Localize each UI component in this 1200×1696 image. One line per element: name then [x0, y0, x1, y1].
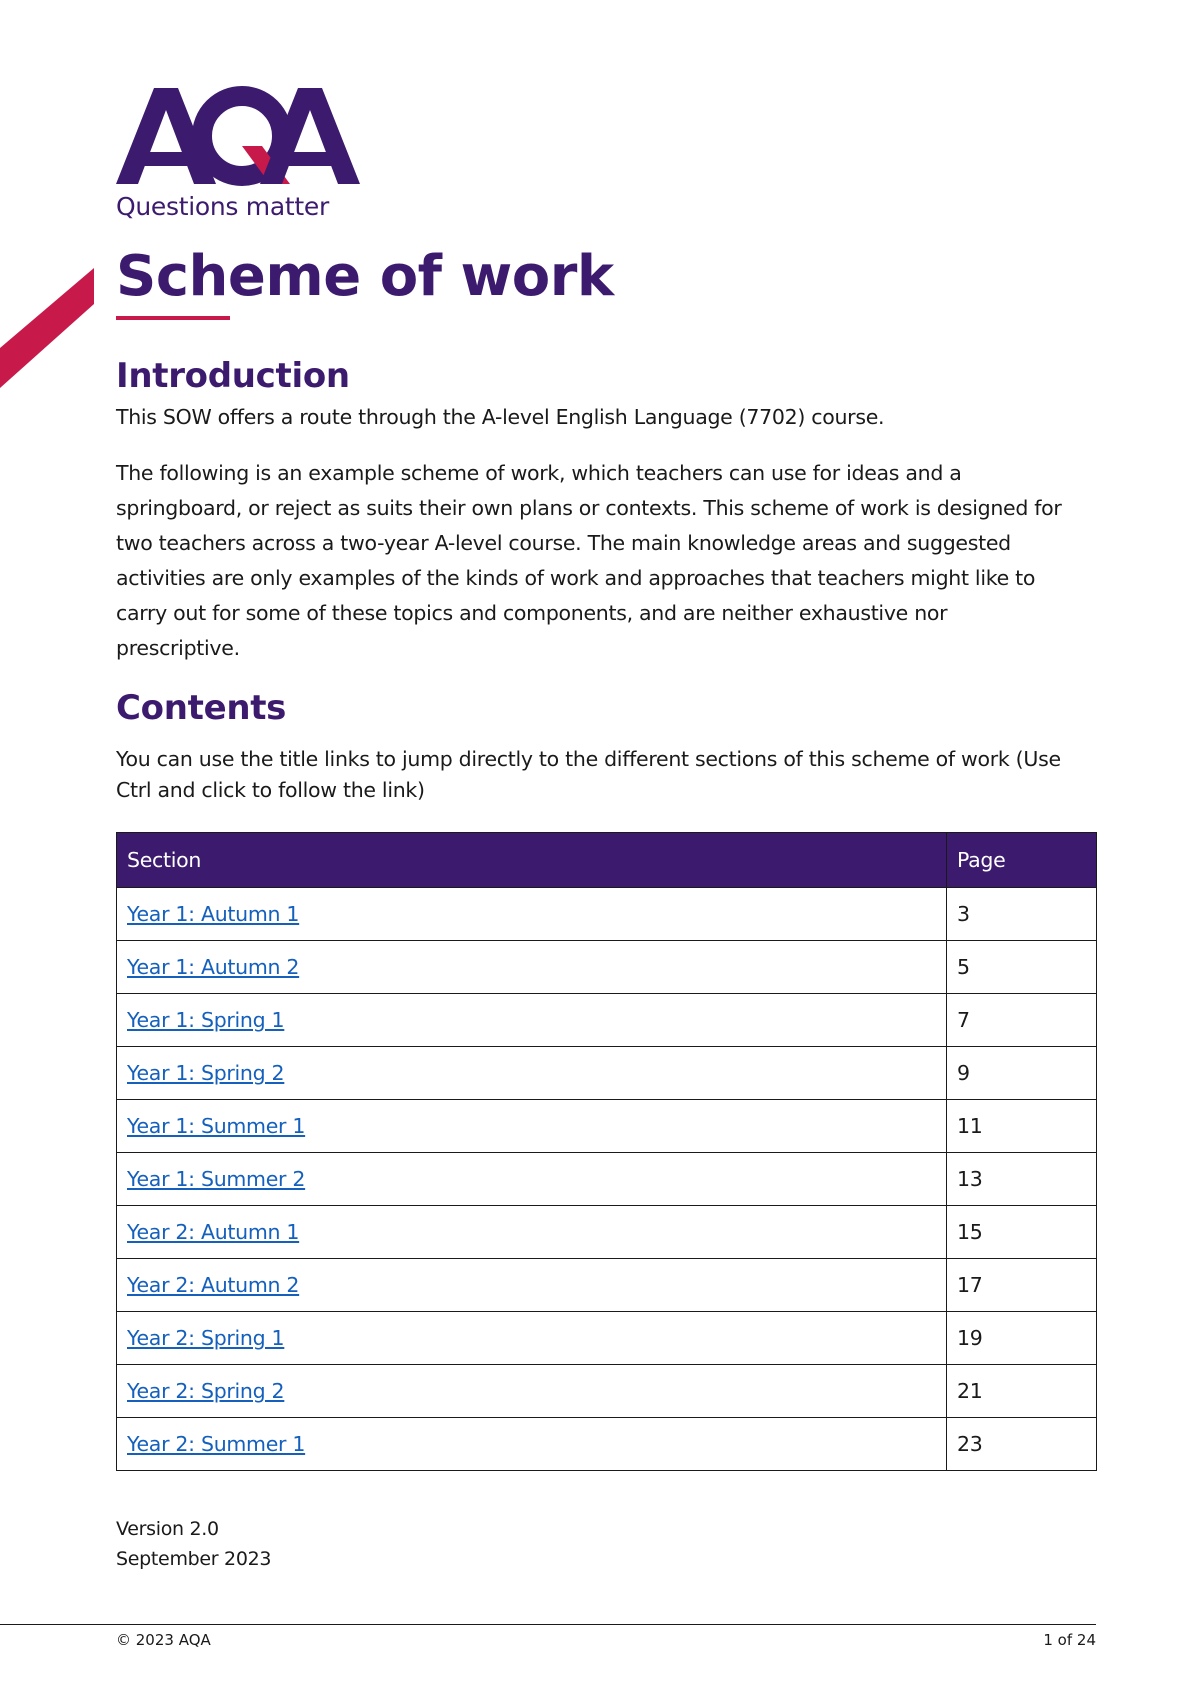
aqa-logo-mark — [116, 84, 360, 186]
version-date: September 2023 — [116, 1548, 272, 1570]
section-link[interactable]: Year 1: Autumn 1 — [127, 902, 300, 926]
column-header-section: Section — [117, 833, 947, 888]
table-row — [117, 1100, 1097, 1153]
section-link[interactable]: Year 2: Spring 1 — [127, 1326, 285, 1350]
page-number: 7 — [947, 994, 1097, 1047]
section-link[interactable]: Year 1: Spring 1 — [127, 1008, 285, 1032]
introduction-para-1: This SOW offers a route through the A-level English Language (7702) course. — [116, 405, 885, 429]
introduction-heading: Introduction — [116, 356, 350, 396]
contents-table-header — [117, 833, 1097, 888]
title-underline — [116, 316, 230, 320]
section-link[interactable]: Year 2: Spring 2 — [127, 1379, 285, 1403]
footer-copyright: © 2023 AQA — [116, 1631, 211, 1649]
section-link[interactable]: Year 1: Summer 2 — [127, 1167, 306, 1191]
table-row — [117, 1312, 1097, 1365]
contents-table — [116, 832, 1097, 1471]
page-number: 5 — [947, 941, 1097, 994]
page-number: 15 — [947, 1206, 1097, 1259]
table-row — [117, 994, 1097, 1047]
table-row — [117, 1153, 1097, 1206]
section-link[interactable]: Year 2: Summer 1 — [127, 1432, 306, 1456]
section-link[interactable]: Year 2: Autumn 1 — [127, 1220, 300, 1244]
table-row — [117, 888, 1097, 941]
page-number: 17 — [947, 1259, 1097, 1312]
table-row — [117, 1206, 1097, 1259]
aqa-logo — [116, 84, 360, 221]
version-label: Version 2.0 — [116, 1518, 219, 1540]
page-number: 23 — [947, 1418, 1097, 1471]
column-header-page: Page — [947, 833, 1097, 888]
footer-page-indicator: 1 of 24 — [1043, 1631, 1096, 1649]
section-link[interactable]: Year 1: Summer 1 — [127, 1114, 306, 1138]
table-row — [117, 1047, 1097, 1100]
page-number: 9 — [947, 1047, 1097, 1100]
contents-heading: Contents — [116, 688, 287, 728]
version-info — [116, 1514, 271, 1574]
page-number: 21 — [947, 1365, 1097, 1418]
page-number: 19 — [947, 1312, 1097, 1365]
page-number: 13 — [947, 1153, 1097, 1206]
decorative-red-slash — [0, 268, 100, 408]
contents-instruction: You can use the title links to jump directly to the different sections of this scheme of work (Use Ctrl and click to follow the link) — [116, 747, 1061, 802]
section-link[interactable]: Year 2: Autumn 2 — [127, 1273, 300, 1297]
section-link[interactable]: Year 1: Autumn 2 — [127, 955, 300, 979]
section-link[interactable]: Year 1: Spring 2 — [127, 1061, 285, 1085]
page-number: 11 — [947, 1100, 1097, 1153]
page-title: Scheme of work — [116, 244, 614, 309]
table-row — [117, 1365, 1097, 1418]
introduction-para-2: The following is an example scheme of work, which teachers can use for ideas and a springboard, or reject as suits their own plans or contexts. This scheme of work is designed for two teachers across a two-year A-level course. The main knowledge areas and suggested activities are only examples of the kinds of work and approaches that teachers might like to carry out for some of these topics and components, and are neither exhaustive nor prescriptive. — [116, 461, 1062, 660]
table-row — [117, 941, 1097, 994]
table-row — [117, 1418, 1097, 1471]
page-number: 3 — [947, 888, 1097, 941]
logo-tagline: Questions matter — [116, 192, 329, 221]
table-row — [117, 1259, 1097, 1312]
footer-divider — [0, 1624, 1096, 1625]
